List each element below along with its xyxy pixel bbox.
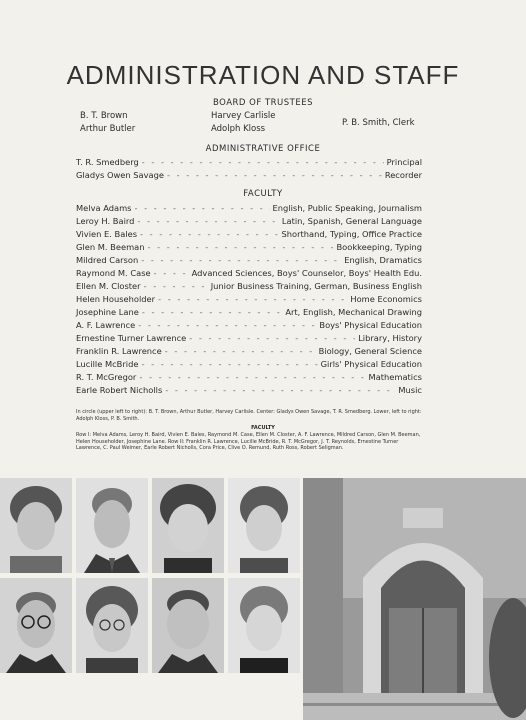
- faculty-row: [76, 294, 422, 305]
- staff-role: Music: [398, 385, 422, 395]
- faculty-row: [76, 372, 422, 383]
- faculty-photos: [0, 478, 526, 720]
- caption-circle: In circle (upper left to right): B. T. Brown, Arthur Butler, Harvey Carlisle. Center: Gladys Owen Savage, T. R. Smedberg. Lower, left to right: Adolph Kloss, P. B. Smith.: [76, 409, 422, 422]
- staff-name: Helen Householder: [76, 294, 156, 304]
- faculty-row: [76, 242, 422, 253]
- faculty-row: [76, 359, 422, 370]
- staff-name: Franklin R. Lawrence: [76, 346, 162, 356]
- staff-role: Mathematics: [368, 372, 422, 382]
- faculty-row: [76, 281, 422, 292]
- leader-dots: [154, 268, 189, 278]
- trustee-name: Adolph Kloss: [211, 124, 266, 134]
- staff-role: Boys' Physical Education: [319, 320, 422, 330]
- portrait-photo: [76, 578, 148, 673]
- staff-role: Bookkeeping, Typing: [336, 242, 422, 252]
- staff-role: English, Dramatics: [344, 255, 422, 265]
- leader-dots: [142, 307, 282, 317]
- staff-role: Shorthand, Typing, Office Practice: [281, 229, 422, 239]
- staff-name: Gladys Owen Savage: [76, 170, 164, 180]
- faculty-row: [76, 229, 422, 240]
- leader-dots: [138, 320, 316, 330]
- staff-name: Lucille McBride: [76, 359, 139, 369]
- faculty-row: [76, 333, 422, 344]
- staff-role: Junior Business Training, German, Business English: [210, 281, 422, 291]
- staff-name: Vivien E. Bales: [76, 229, 138, 239]
- staff-name: Raymond M. Case: [76, 268, 151, 278]
- staff-name: Earle Robert Nicholls: [76, 385, 163, 395]
- trustee-name: B. T. Brown: [80, 111, 128, 121]
- staff-name: T. R. Smedberg: [76, 157, 139, 167]
- faculty-row: [76, 320, 422, 331]
- leader-dots: [142, 157, 384, 167]
- staff-name: Melva Adams: [76, 203, 132, 213]
- staff-role: Art, English, Mechanical Drawing: [285, 307, 422, 317]
- board-heading: BOARD OF TRUSTEES: [212, 98, 314, 108]
- staff-name: Mildred Carson: [76, 255, 139, 265]
- faculty-row: [76, 255, 422, 266]
- portrait-photo: [76, 478, 148, 573]
- faculty-row: [76, 346, 422, 357]
- portrait-photo: [152, 478, 224, 573]
- leader-dots: [167, 170, 382, 180]
- portrait-photo: [228, 478, 300, 573]
- leader-dots: [141, 359, 317, 369]
- trustee-name: Harvey Carlisle: [211, 111, 276, 121]
- office-row: [76, 157, 422, 168]
- faculty-row: [76, 268, 422, 279]
- staff-name: Leroy H. Baird: [76, 216, 135, 226]
- faculty-heading: FACULTY: [243, 189, 283, 199]
- leader-dots: [141, 255, 341, 265]
- portrait-photo: [0, 478, 72, 573]
- leader-dots: [165, 346, 316, 356]
- leader-dots: [158, 294, 347, 304]
- trustee-name: P. B. Smith, Clerk: [342, 118, 415, 128]
- staff-role: Latin, Spanish, General Language: [281, 216, 422, 226]
- staff-role: Advanced Sciences, Boys' Counselor, Boys' Health Edu.: [191, 268, 422, 278]
- leader-dots: [135, 203, 270, 213]
- faculty-row: [76, 385, 422, 396]
- staff-role: Principal: [386, 157, 422, 167]
- staff-role: Home Economics: [350, 294, 422, 304]
- staff-name: Glen M. Beeman: [76, 242, 145, 252]
- staff-name: Ernestine Turner Lawrence: [76, 333, 187, 343]
- leader-dots: [148, 242, 334, 252]
- staff-name: Josephine Lane: [76, 307, 139, 317]
- staff-name: A. F. Lawrence: [76, 320, 136, 330]
- staff-name: Ellen M. Closter: [76, 281, 141, 291]
- staff-role: Recorder: [384, 170, 422, 180]
- portrait-photo: [0, 578, 72, 673]
- leader-dots: [189, 333, 355, 343]
- leader-dots: [139, 372, 365, 382]
- leader-dots: [144, 281, 208, 291]
- office-heading: ADMINISTRATIVE OFFICE: [205, 144, 321, 154]
- faculty-row: [76, 307, 422, 318]
- caption-faculty-heading: FACULTY: [251, 425, 275, 431]
- trustee-name: Arthur Butler: [80, 124, 136, 134]
- leader-dots: [140, 229, 278, 239]
- portrait-photo: [228, 578, 300, 673]
- staff-name: R. T. McGregor: [76, 372, 137, 382]
- leader-dots: [137, 216, 278, 226]
- faculty-row: [76, 216, 422, 227]
- staff-role: Girls' Physical Education: [320, 359, 422, 369]
- staff-role: English, Public Speaking, Journalism: [272, 203, 422, 213]
- office-row: [76, 170, 422, 181]
- page-title: ADMINISTRATION AND STAFF: [66, 60, 460, 90]
- staff-role: Biology, General Science: [318, 346, 422, 356]
- staff-role: Library, History: [358, 333, 422, 343]
- caption-faculty-rows: Row I: Melva Adams, Leroy H. Baird, Vivien E. Bales, Raymond M. Case, Ellen M. Closter, A. F. Lawrence, Mildred Carson, Glen M. Beeman, Helen Householder, Josephine Lane. Row II: Franklin R. Lawrence, Lucille McBride, R. T. McGregor, J. T. Reynolds, Ernestine Turner Lawrence, C. Paul Weimer, Earle Robert Nicholls, Cora Price, Clive O. Remund, Ruth Ross, Robert Seligman.: [76, 432, 421, 451]
- leader-dots: [165, 385, 395, 395]
- portrait-photo: [152, 578, 224, 673]
- school-entrance-photo: [303, 478, 526, 720]
- faculty-row: [76, 203, 422, 214]
